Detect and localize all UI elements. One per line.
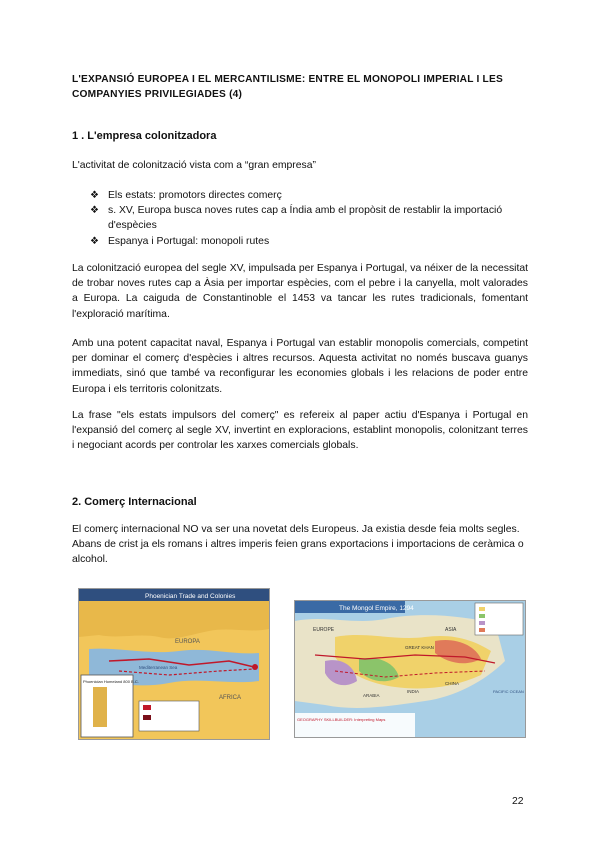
- list-item: [90, 203, 530, 233]
- paragraph: El comerç internacional NO va ser una novetat dels Europeus. Ja existia desde feia molts segles. Abans de crist ja els romans i altres imperis feien grans exportacions i importacions de ceràmica o alcohol.: [72, 524, 524, 566]
- page-number: 22: [512, 796, 524, 807]
- section-1-intro: L'activitat de colonització vista com a “gran empresa”: [72, 160, 316, 171]
- diamond-bullet-icon: ❖: [90, 205, 99, 217]
- page-title: L'EXPANSIÓ EUROPEA I EL MERCANTILISME: ENTRE EL MONOPOLI IMPERIAL I LES COMPANYIES PRIVILEGIADES (4): [72, 74, 503, 100]
- map-label: ARABIA: [363, 693, 380, 698]
- map-label: PACIFIC OCEAN: [493, 689, 524, 694]
- list-item: [90, 234, 530, 249]
- paragraph: La colonització europea del segle XV, impulsada per Espanya i Portugal, va néixer de la necessitat de trobar noves rutes cap a Àsia per importar espècies, com el pebre i la canyella, molt valorades a Europa. La caiguda de Constantinoble el 1453 va tancar les rutes tradicionals, fomentant l'exploració marítima.: [72, 263, 528, 320]
- map-label: EUROPA: [175, 639, 200, 645]
- diamond-bullet-icon: ❖: [90, 190, 99, 201]
- list-item-text: s. XV, Europa busca noves rutes cap a Índia amb el propòsit de restablir la importació d'espècies: [108, 205, 503, 232]
- map-title: The Mongol Empire, 1294: [339, 605, 414, 612]
- list-item-text: Els estats: promotors directes comerç: [108, 190, 282, 201]
- phoenician-trade-map: [78, 588, 270, 740]
- diamond-bullet-icon: ❖: [90, 235, 99, 247]
- mongol-empire-map: [294, 600, 526, 738]
- map-label: AFRICA: [219, 695, 242, 701]
- map-caption: GEOGRAPHY SKILLBUILDER: Interpreting Maps: [297, 717, 386, 722]
- map-label: Mediterranean Sea: [139, 665, 178, 670]
- map-label: GREAT KHAN: [405, 645, 434, 650]
- map-label: EUROPE: [313, 627, 335, 633]
- map-label: ASIA: [445, 627, 457, 633]
- map-title: Phoenician Trade and Colonies: [145, 593, 236, 600]
- section-1-heading: 1 . L'empresa colonitzadora: [72, 130, 217, 142]
- list-item-text: Espanya i Portugal: monopoli rutes: [108, 235, 270, 247]
- paragraph: La frase "els estats impulsors del comerç" es refereix al paper actiu d'Espanya i Portugal en l'expansió del comerç al segle XV, invertint en exploracions, establint monopolis, colonitzant terres i negociant acords per controlar les xarxes comercials globals.: [72, 410, 528, 452]
- map-label: INDIA: [407, 689, 420, 694]
- map-label: Phoenician Homeland 800 B.C.: [83, 679, 139, 684]
- paragraph: Amb una potent capacitat naval, Espanya i Portugal van establir monopolis comercials, competint per dominar el comerç d'espècies i altres recursos. Aquesta activitat no només buscava guanys immediats, sinó que també va reconfigurar les economies globals i les relacions de poder entre Europa i els territoris colonitzats.: [72, 338, 528, 395]
- map-label: CHINA: [445, 681, 460, 686]
- section-2-heading: 2. Comerç Internacional: [72, 496, 197, 508]
- bullet-list: [90, 188, 530, 249]
- list-item: [90, 188, 530, 203]
